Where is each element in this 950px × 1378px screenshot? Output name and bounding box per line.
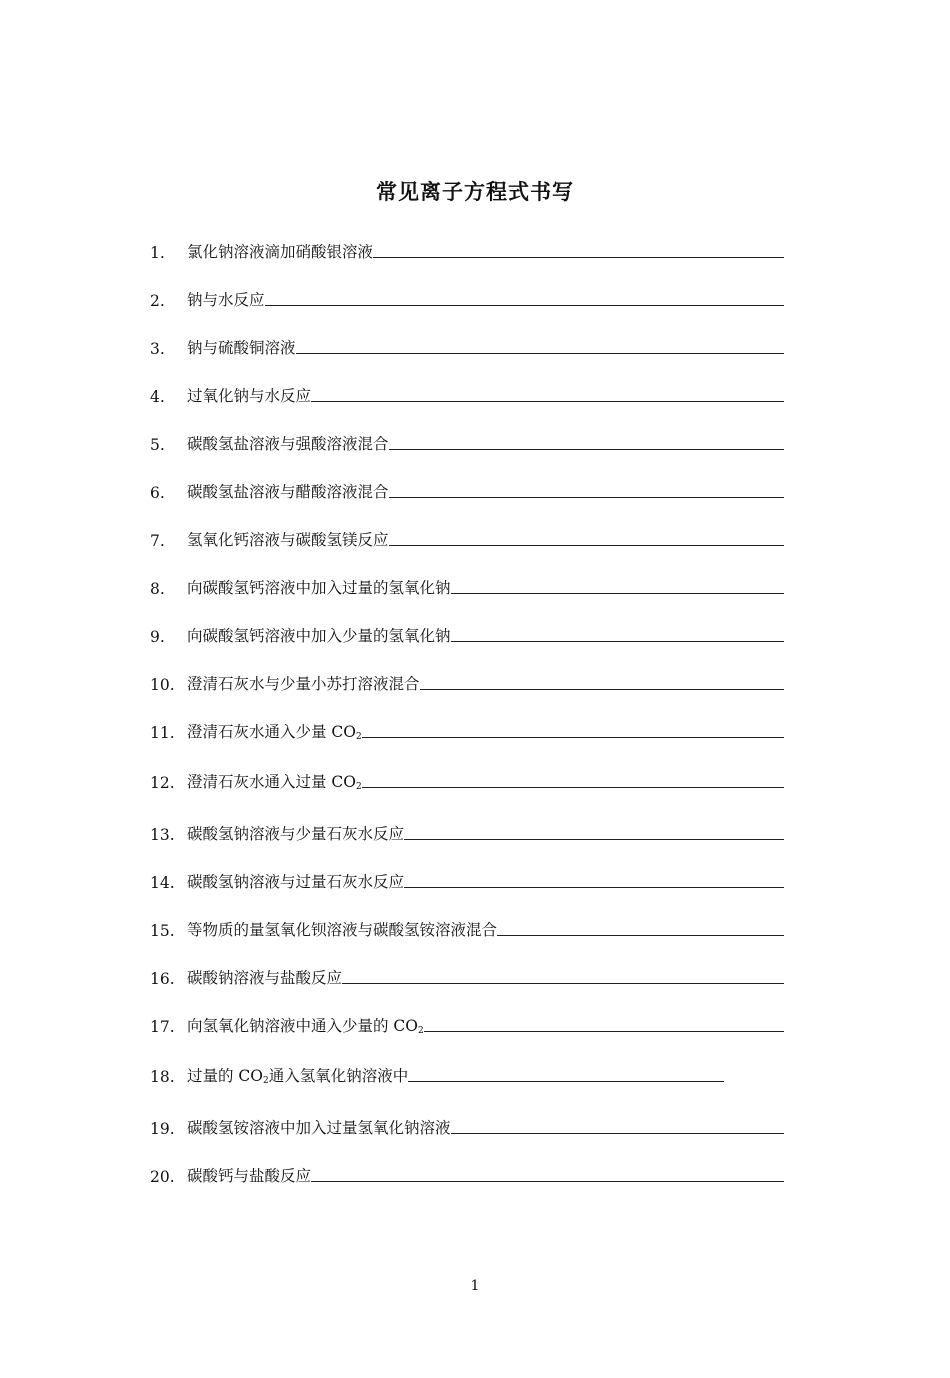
answer-blank-line[interactable] bbox=[342, 983, 784, 984]
question-item bbox=[150, 286, 784, 310]
question-number: 14. bbox=[150, 874, 175, 892]
answer-blank-line[interactable] bbox=[296, 353, 784, 354]
page-title: 常见离子方程式书写 bbox=[376, 179, 574, 204]
question-number: 10. bbox=[150, 676, 175, 694]
question-item bbox=[150, 526, 784, 550]
question-text bbox=[187, 870, 404, 892]
answer-blank-line[interactable] bbox=[362, 787, 784, 788]
question-text bbox=[187, 384, 311, 406]
question-number: 15. bbox=[150, 922, 175, 940]
answer-blank-line[interactable] bbox=[265, 305, 784, 306]
question-text-main: 向碳酸氢钙溶液中加入过量的氢氧化钠 bbox=[187, 579, 451, 597]
answer-blank-line[interactable] bbox=[373, 257, 784, 258]
question-text bbox=[187, 1064, 408, 1086]
question-text bbox=[187, 432, 389, 454]
question-text-main: 过量的 CO bbox=[187, 1067, 263, 1085]
question-text-main: 碳酸氢铵溶液中加入过量氢氧化钠溶液 bbox=[187, 1119, 451, 1137]
question-text-main: 氯化钠溶液滴加硝酸银溶液 bbox=[187, 243, 374, 261]
question-number: 19. bbox=[150, 1120, 175, 1138]
question-text bbox=[187, 966, 342, 988]
question-text bbox=[187, 672, 420, 694]
question-text bbox=[187, 822, 404, 844]
question-item bbox=[150, 718, 784, 742]
question-text-main: 澄清石灰水通入过量 CO bbox=[187, 773, 356, 791]
answer-blank-line[interactable] bbox=[497, 935, 784, 936]
question-number: 4. bbox=[150, 388, 165, 406]
question-number: 6. bbox=[150, 484, 165, 502]
question-text-main: 澄清石灰水通入少量 CO bbox=[187, 723, 356, 741]
question-number: 20. bbox=[150, 1168, 175, 1186]
question-number: 1. bbox=[150, 244, 165, 262]
question-text-main: 钠与硫酸铜溶液 bbox=[187, 339, 296, 357]
question-item bbox=[150, 1162, 784, 1186]
question-item bbox=[150, 868, 784, 892]
question-item bbox=[150, 382, 784, 406]
answer-blank-line[interactable] bbox=[408, 1081, 724, 1082]
question-text bbox=[187, 1014, 424, 1036]
question-text bbox=[187, 336, 296, 358]
question-text bbox=[187, 576, 451, 598]
answer-blank-line[interactable] bbox=[389, 497, 784, 498]
question-text bbox=[187, 1116, 451, 1138]
question-text bbox=[187, 624, 451, 646]
question-item bbox=[150, 916, 784, 940]
subscript: 2 bbox=[263, 1076, 269, 1086]
question-text-after: 通入氢氧化钠溶液中 bbox=[268, 1067, 409, 1085]
answer-blank-line[interactable] bbox=[362, 737, 784, 738]
question-number: 12. bbox=[150, 774, 175, 792]
question-text-main: 向氢氧化钠溶液中通入少量的 CO bbox=[187, 1017, 418, 1035]
question-text-main: 过氧化钠与水反应 bbox=[187, 387, 312, 405]
question-number: 13. bbox=[150, 826, 175, 844]
answer-blank-line[interactable] bbox=[424, 1031, 784, 1032]
answer-blank-line[interactable] bbox=[389, 545, 784, 546]
question-item bbox=[150, 238, 784, 262]
question-text bbox=[187, 528, 389, 550]
question-item bbox=[150, 430, 784, 454]
subscript: 2 bbox=[356, 782, 362, 792]
question-item bbox=[150, 1062, 784, 1086]
question-text bbox=[187, 918, 497, 940]
page-number: 1 bbox=[470, 1278, 480, 1294]
question-number: 16. bbox=[150, 970, 175, 988]
answer-blank-line[interactable] bbox=[420, 689, 784, 690]
question-text-main: 等物质的量氢氧化钡溶液与碳酸氢铵溶液混合 bbox=[187, 921, 498, 939]
answer-blank-line[interactable] bbox=[451, 1133, 784, 1134]
question-item bbox=[150, 334, 784, 358]
question-text-main: 碳酸氢钠溶液与少量石灰水反应 bbox=[187, 825, 405, 843]
question-text-main: 澄清石灰水与少量小苏打溶液混合 bbox=[187, 675, 420, 693]
answer-blank-line[interactable] bbox=[451, 641, 784, 642]
question-number: 3. bbox=[150, 340, 165, 358]
question-text bbox=[187, 720, 362, 742]
question-item bbox=[150, 820, 784, 844]
question-item bbox=[150, 574, 784, 598]
answer-blank-line[interactable] bbox=[311, 401, 784, 402]
answer-blank-line[interactable] bbox=[404, 839, 784, 840]
question-text bbox=[187, 770, 362, 792]
question-text-main: 碳酸钠溶液与盐酸反应 bbox=[187, 969, 343, 987]
question-text-main: 碳酸氢钠溶液与过量石灰水反应 bbox=[187, 873, 405, 891]
question-item bbox=[150, 1114, 784, 1138]
subscript: 2 bbox=[356, 732, 362, 742]
question-text bbox=[187, 240, 373, 262]
subscript: 2 bbox=[418, 1026, 424, 1036]
question-item bbox=[150, 478, 784, 502]
question-number: 11. bbox=[150, 724, 175, 742]
question-item bbox=[150, 670, 784, 694]
question-item bbox=[150, 1012, 784, 1036]
question-number: 18. bbox=[150, 1068, 175, 1086]
question-text-main: 氢氧化钙溶液与碳酸氢镁反应 bbox=[187, 531, 389, 549]
question-text-main: 向碳酸氢钙溶液中加入少量的氢氧化钠 bbox=[187, 627, 451, 645]
question-text bbox=[187, 480, 389, 502]
question-number: 9. bbox=[150, 628, 165, 646]
question-text-main: 碳酸氢盐溶液与醋酸溶液混合 bbox=[187, 483, 389, 501]
question-text bbox=[187, 1164, 311, 1186]
answer-blank-line[interactable] bbox=[389, 449, 784, 450]
question-number: 5. bbox=[150, 436, 165, 454]
answer-blank-line[interactable] bbox=[404, 887, 784, 888]
question-item bbox=[150, 768, 784, 792]
question-text bbox=[187, 288, 265, 310]
question-item bbox=[150, 622, 784, 646]
answer-blank-line[interactable] bbox=[311, 1181, 784, 1182]
answer-blank-line[interactable] bbox=[451, 593, 784, 594]
question-number: 17. bbox=[150, 1018, 175, 1036]
question-number: 7. bbox=[150, 532, 165, 550]
question-text-main: 钠与水反应 bbox=[187, 291, 265, 309]
question-number: 8. bbox=[150, 580, 165, 598]
question-text-main: 碳酸钙与盐酸反应 bbox=[187, 1167, 312, 1185]
question-item bbox=[150, 964, 784, 988]
question-text-main: 碳酸氢盐溶液与强酸溶液混合 bbox=[187, 435, 389, 453]
question-number: 2. bbox=[150, 292, 165, 310]
